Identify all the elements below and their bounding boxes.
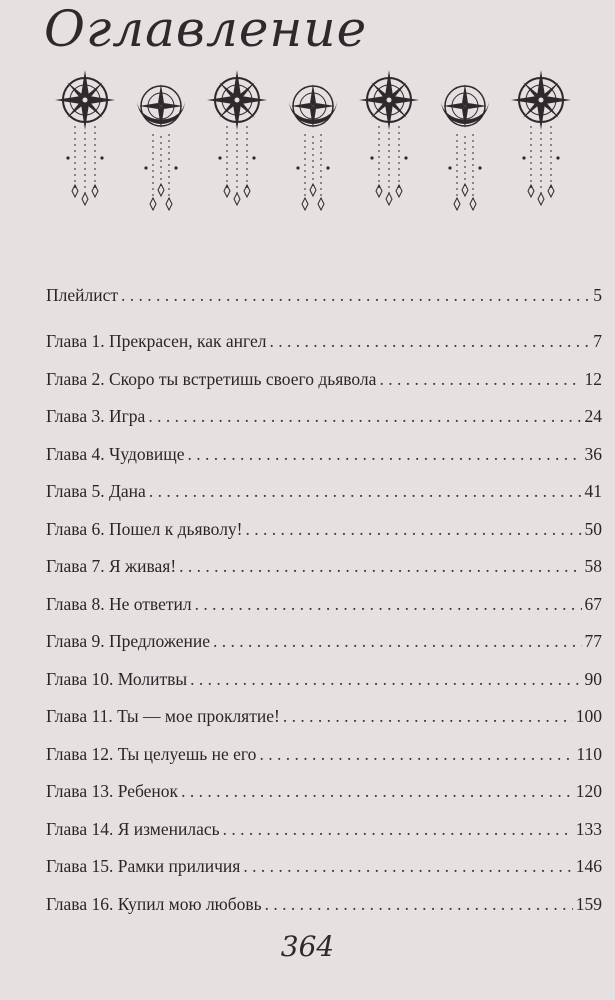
toc-entry-page: 41 <box>584 481 602 501</box>
toc-entry-label: Глава 12. Ты целуешь не его <box>46 743 257 764</box>
page-title: Оглавление <box>44 0 368 58</box>
toc-entry[interactable] <box>46 818 602 856</box>
toc-entry-page: 5 <box>593 285 602 305</box>
toc-entry-page: 67 <box>584 593 602 614</box>
toc-entry-label: Глава 6. Пошел к дьяволу! <box>46 518 243 539</box>
toc-entry[interactable] <box>46 284 602 330</box>
moon-icon <box>137 84 185 210</box>
toc-entry-page: 110 <box>576 743 602 764</box>
leader-dots <box>246 518 582 540</box>
leader-dots <box>121 284 590 306</box>
toc-entry-label: Плейлист <box>46 285 119 305</box>
toc-entry-label: Глава 13. Ребенок <box>46 781 179 801</box>
toc-entry[interactable] <box>46 630 602 668</box>
toc-entry-label: Глава 15. Рамки приличия <box>46 856 241 876</box>
leader-dots <box>181 780 573 802</box>
leader-dots <box>188 443 582 465</box>
leader-dots <box>190 668 581 690</box>
leader-dots <box>179 555 581 577</box>
leader-dots <box>283 705 573 727</box>
toc-entry-page: 58 <box>584 556 602 576</box>
toc-entry-page: 100 <box>575 706 602 726</box>
compass-icon <box>55 70 115 205</box>
moon-icon <box>289 84 337 210</box>
toc-entry-page: 90 <box>584 668 602 689</box>
toc-entry[interactable] <box>46 668 602 706</box>
toc-entry[interactable] <box>46 780 602 818</box>
leader-dots <box>243 855 572 877</box>
toc-entry-label: Глава 9. Предложение <box>46 631 210 651</box>
toc-entry[interactable] <box>46 330 602 368</box>
toc-entry-label: Глава 10. Молитвы <box>46 668 188 689</box>
moon-icon <box>441 84 489 210</box>
toc-entry-label: Глава 3. Игра <box>46 406 146 426</box>
toc-entry-label: Глава 2. Скоро ты встретишь своего дьявола <box>46 368 377 389</box>
compass-icon <box>207 70 267 205</box>
toc-entry-label: Глава 7. Я живая! <box>46 556 177 576</box>
leader-dots <box>213 630 582 652</box>
toc-entry[interactable] <box>46 705 602 743</box>
page-number: 364 <box>280 930 335 963</box>
toc-entry-label: Глава 16. Купил мою любовь <box>46 893 262 914</box>
ornament-row <box>48 66 578 246</box>
leader-dots <box>195 593 582 615</box>
toc-entry[interactable] <box>46 480 602 518</box>
toc-entry[interactable] <box>46 405 602 443</box>
leader-dots <box>265 893 573 915</box>
toc-entry[interactable] <box>46 855 602 893</box>
toc-entry-page: 50 <box>584 518 602 539</box>
toc-entry-page: 146 <box>575 856 602 876</box>
toc-entry[interactable] <box>46 368 602 406</box>
leader-dots <box>259 743 573 765</box>
leader-dots <box>223 818 573 840</box>
toc-entry[interactable] <box>46 555 602 593</box>
compass-icon <box>511 70 571 205</box>
toc-entry-page: 36 <box>584 443 602 464</box>
toc-entry-page: 133 <box>575 818 602 839</box>
leader-dots <box>149 480 582 502</box>
toc-entry-label: Глава 1. Прекрасен, как ангел <box>46 331 267 351</box>
toc-entry-page: 7 <box>593 331 602 351</box>
toc-entry[interactable] <box>46 443 602 481</box>
toc-entry[interactable] <box>46 593 602 631</box>
compass-icon <box>359 70 419 205</box>
toc-entry-page: 120 <box>575 781 602 801</box>
toc-entry-page: 12 <box>584 368 602 389</box>
toc-entry[interactable] <box>46 743 602 781</box>
toc-entry-label: Глава 8. Не ответил <box>46 593 192 614</box>
toc-entry[interactable] <box>46 893 602 931</box>
table-of-contents <box>46 284 602 930</box>
toc-entry-page: 24 <box>584 406 602 426</box>
toc-entry[interactable] <box>46 518 602 556</box>
leader-dots <box>379 368 581 390</box>
toc-entry-label: Глава 5. Дана <box>46 481 146 501</box>
toc-entry-page: 77 <box>584 631 602 651</box>
toc-entry-label: Глава 4. Чудовище <box>46 443 185 464</box>
toc-entry-label: Глава 14. Я изменилась <box>46 818 220 839</box>
toc-entry-page: 159 <box>575 893 602 914</box>
toc-entry-label: Глава 11. Ты — мое проклятие! <box>46 706 280 726</box>
leader-dots <box>269 330 590 352</box>
leader-dots <box>148 405 581 427</box>
